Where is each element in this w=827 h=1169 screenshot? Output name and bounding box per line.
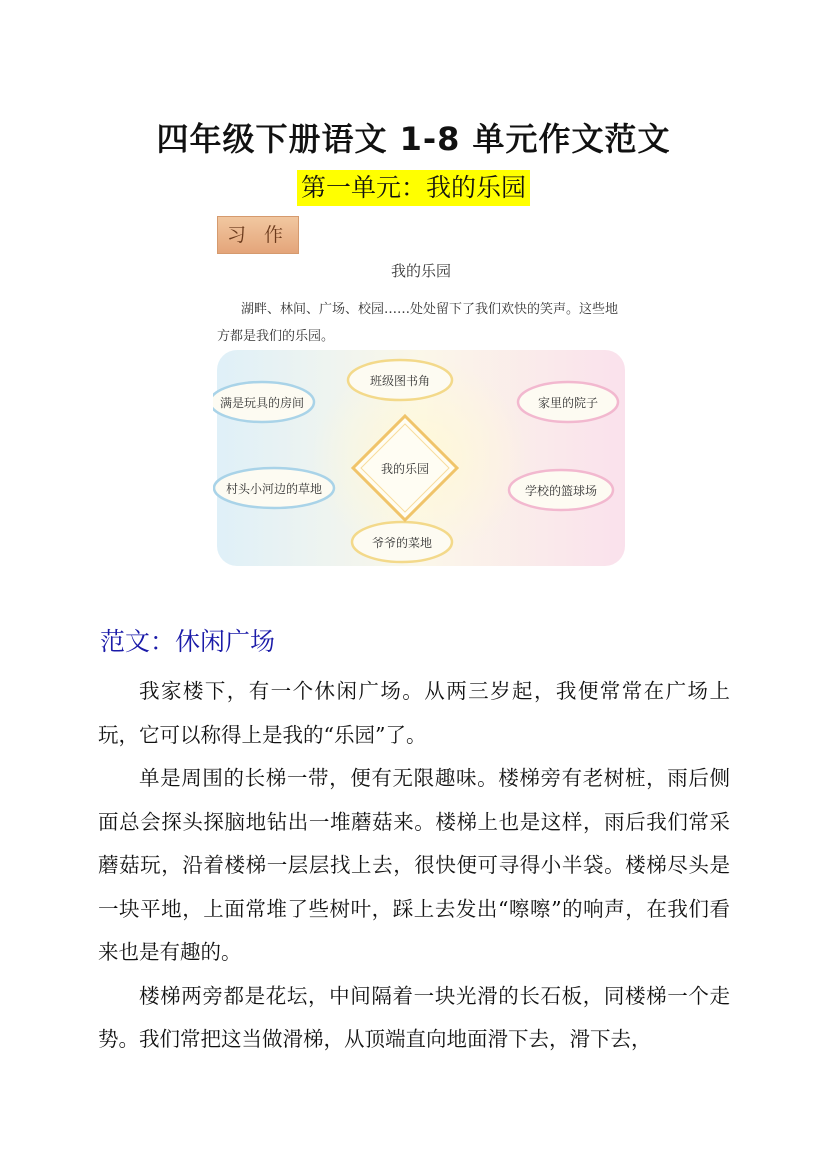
bubble-label-right-bottom: 学校的篮球场 [524,484,597,498]
xizuo-tag: 习 作 [217,216,299,254]
unit-title: 第一单元：我的乐园 [297,170,530,206]
document-title: 四年级下册语文 1-8 单元作文范文 [156,120,671,158]
unit-title-container [0,170,827,206]
essay-body [98,670,730,1062]
figure-heading: 我的乐园 [390,262,451,280]
essay-paragraph-2: 单是周围的长梯一带，便有无限趣味。楼梯旁有老树桩，雨后侧面总会探头探脑地钻出一堆蘑菇来。楼梯上也是这样，雨后我们常采蘑菇玩，沿着楼梯一层层找上去，很快便可寻得小半袋。楼梯尽头是一块平地，上面常堆了些树叶，踩上去发出“嚓嚓”的响声，在我们看来也是有趣的。 [98,766,730,964]
bubble-label-right-top: 家里的院子 [537,396,598,410]
center-label: 我的乐园 [380,462,429,476]
mind-map [213,346,629,570]
bubble-label-left-top: 满是玩具的房间 [219,396,304,410]
figure-intro: 湖畔、林间、广场、校园……处处留下了我们欢快的笑声。这些地方都是我们的乐园。 [217,302,619,344]
bubble-label-bottom: 爷爷的菜地 [371,536,432,550]
bubble-label-left-bottom: 村头小河边的草地 [225,482,322,496]
essay-paragraph-1: 我家楼下，有一个休闲广场。从两三岁起，我便常常在广场上玩，它可以称得上是我的“乐园”了。 [98,679,730,747]
essay-paragraph-3: 楼梯两旁都是花坛，中间隔着一块光滑的长石板，同楼梯一个走势。我们常把这当做滑梯，从顶端直向地面滑下去，滑下去， [98,983,730,1051]
textbook-figure [213,210,629,570]
essay-title: 范文：休闲广场 [100,627,276,656]
bubble-label-top: 班级图书角 [369,374,430,388]
